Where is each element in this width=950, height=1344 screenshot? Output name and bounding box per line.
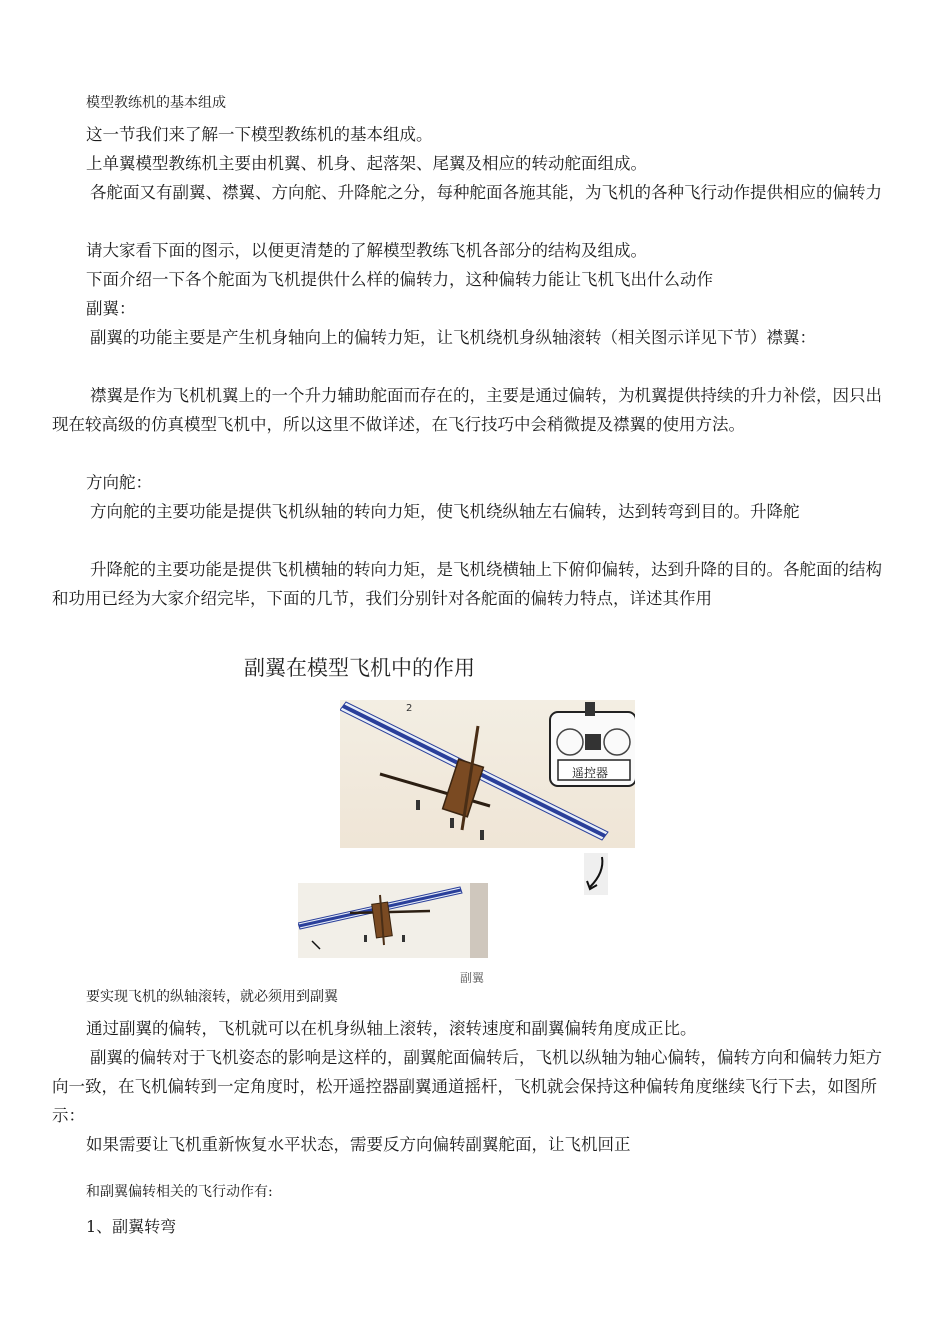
paragraph: 上单翼模型教练机主要由机翼、机身、起落架、尾翼及相应的转动舵面组成。: [86, 154, 647, 173]
doc-heading: 模型教练机的基本组成: [86, 95, 226, 111]
figure-number: 2: [406, 703, 413, 714]
figure-aileron-roll: [340, 700, 635, 848]
paragraph: 方向舵的主要功能是提供飞机纵轴的转向力矩，使飞机绕纵轴左右偏转，达到转弯到目的。升降舵: [90, 502, 800, 521]
paragraph: 如果需要让飞机重新恢复水平状态，需要反方向偏转副翼舵面，让飞机回正: [86, 1135, 631, 1154]
list-item: 1、副翼转弯: [86, 1217, 177, 1236]
plane-aileron-illustration: [298, 883, 488, 983]
remote-label: 遥控器: [572, 766, 609, 780]
section-title: 副翼在模型飞机中的作用: [244, 656, 475, 680]
arrow-figure: [584, 853, 608, 895]
figure-caption: 要实现飞机的纵轴滚转，就必须用到副翼: [86, 989, 338, 1005]
paragraph: 副翼的偏转对于飞机姿态的影响是这样的，副翼舵面偏转后，飞机以纵轴为轴心偏转，偏转方向和偏转力矩方向一致，在飞机偏转到一定角度时，松开遥控器副翼通道摇杆，飞机就会保持这种偏转角度继续飞行下去，如图所示：: [52, 1048, 882, 1125]
paragraph: 请大家看下面的图示，以便更清楚的了解模型教练飞机各部分的结构及组成。: [86, 241, 647, 260]
curved-arrow-icon: [584, 853, 608, 895]
paragraph: 副翼的功能主要是产生机身轴向上的偏转力矩，让飞机绕机身纵轴滚转（相关图示详见下节）襟翼：: [90, 328, 816, 347]
paragraph: 和副翼偏转相关的飞行动作有:: [86, 1184, 273, 1200]
paragraph: 下面介绍一下各个舵面为飞机提供什么样的偏转力，这种偏转力能让飞机飞出什么动作: [86, 270, 713, 289]
subheading-aileron: 副翼：: [86, 299, 136, 318]
subheading-rudder: 方向舵：: [86, 473, 152, 492]
paragraph: 襟翼是作为飞机机翼上的一个升力辅助舵面而存在的，主要是通过偏转，为机翼提供持续的升力补偿，因只出现在较高级的仿真模型飞机中，所以这里不做详述，在飞行技巧中会稍微提及襟翼的使用方法。: [52, 386, 882, 434]
paragraph: 通过副翼的偏转，飞机就可以在机身纵轴上滚转，滚转速度和副翼偏转角度成正比。: [86, 1019, 697, 1038]
figure-aileron-plane: [298, 883, 488, 983]
paragraph: 升降舵的主要功能是提供飞机横轴的转向力矩，是飞机绕横轴上下俯仰偏转，达到升降的目的。各舵面的结构和功用已经为大家介绍完毕，下面的几节，我们分别针对各舵面的偏转力特点，详述其作用: [52, 560, 882, 608]
aileron-label: 副翼: [460, 971, 485, 983]
paragraph: 这一节我们来了解一下模型教练机的基本组成。: [86, 125, 433, 144]
paragraph: 各舵面又有副翼、襟翼、方向舵、升降舵之分，每种舵面各施其能，为飞机的各种飞行动作提供相应的偏转力: [90, 183, 882, 202]
